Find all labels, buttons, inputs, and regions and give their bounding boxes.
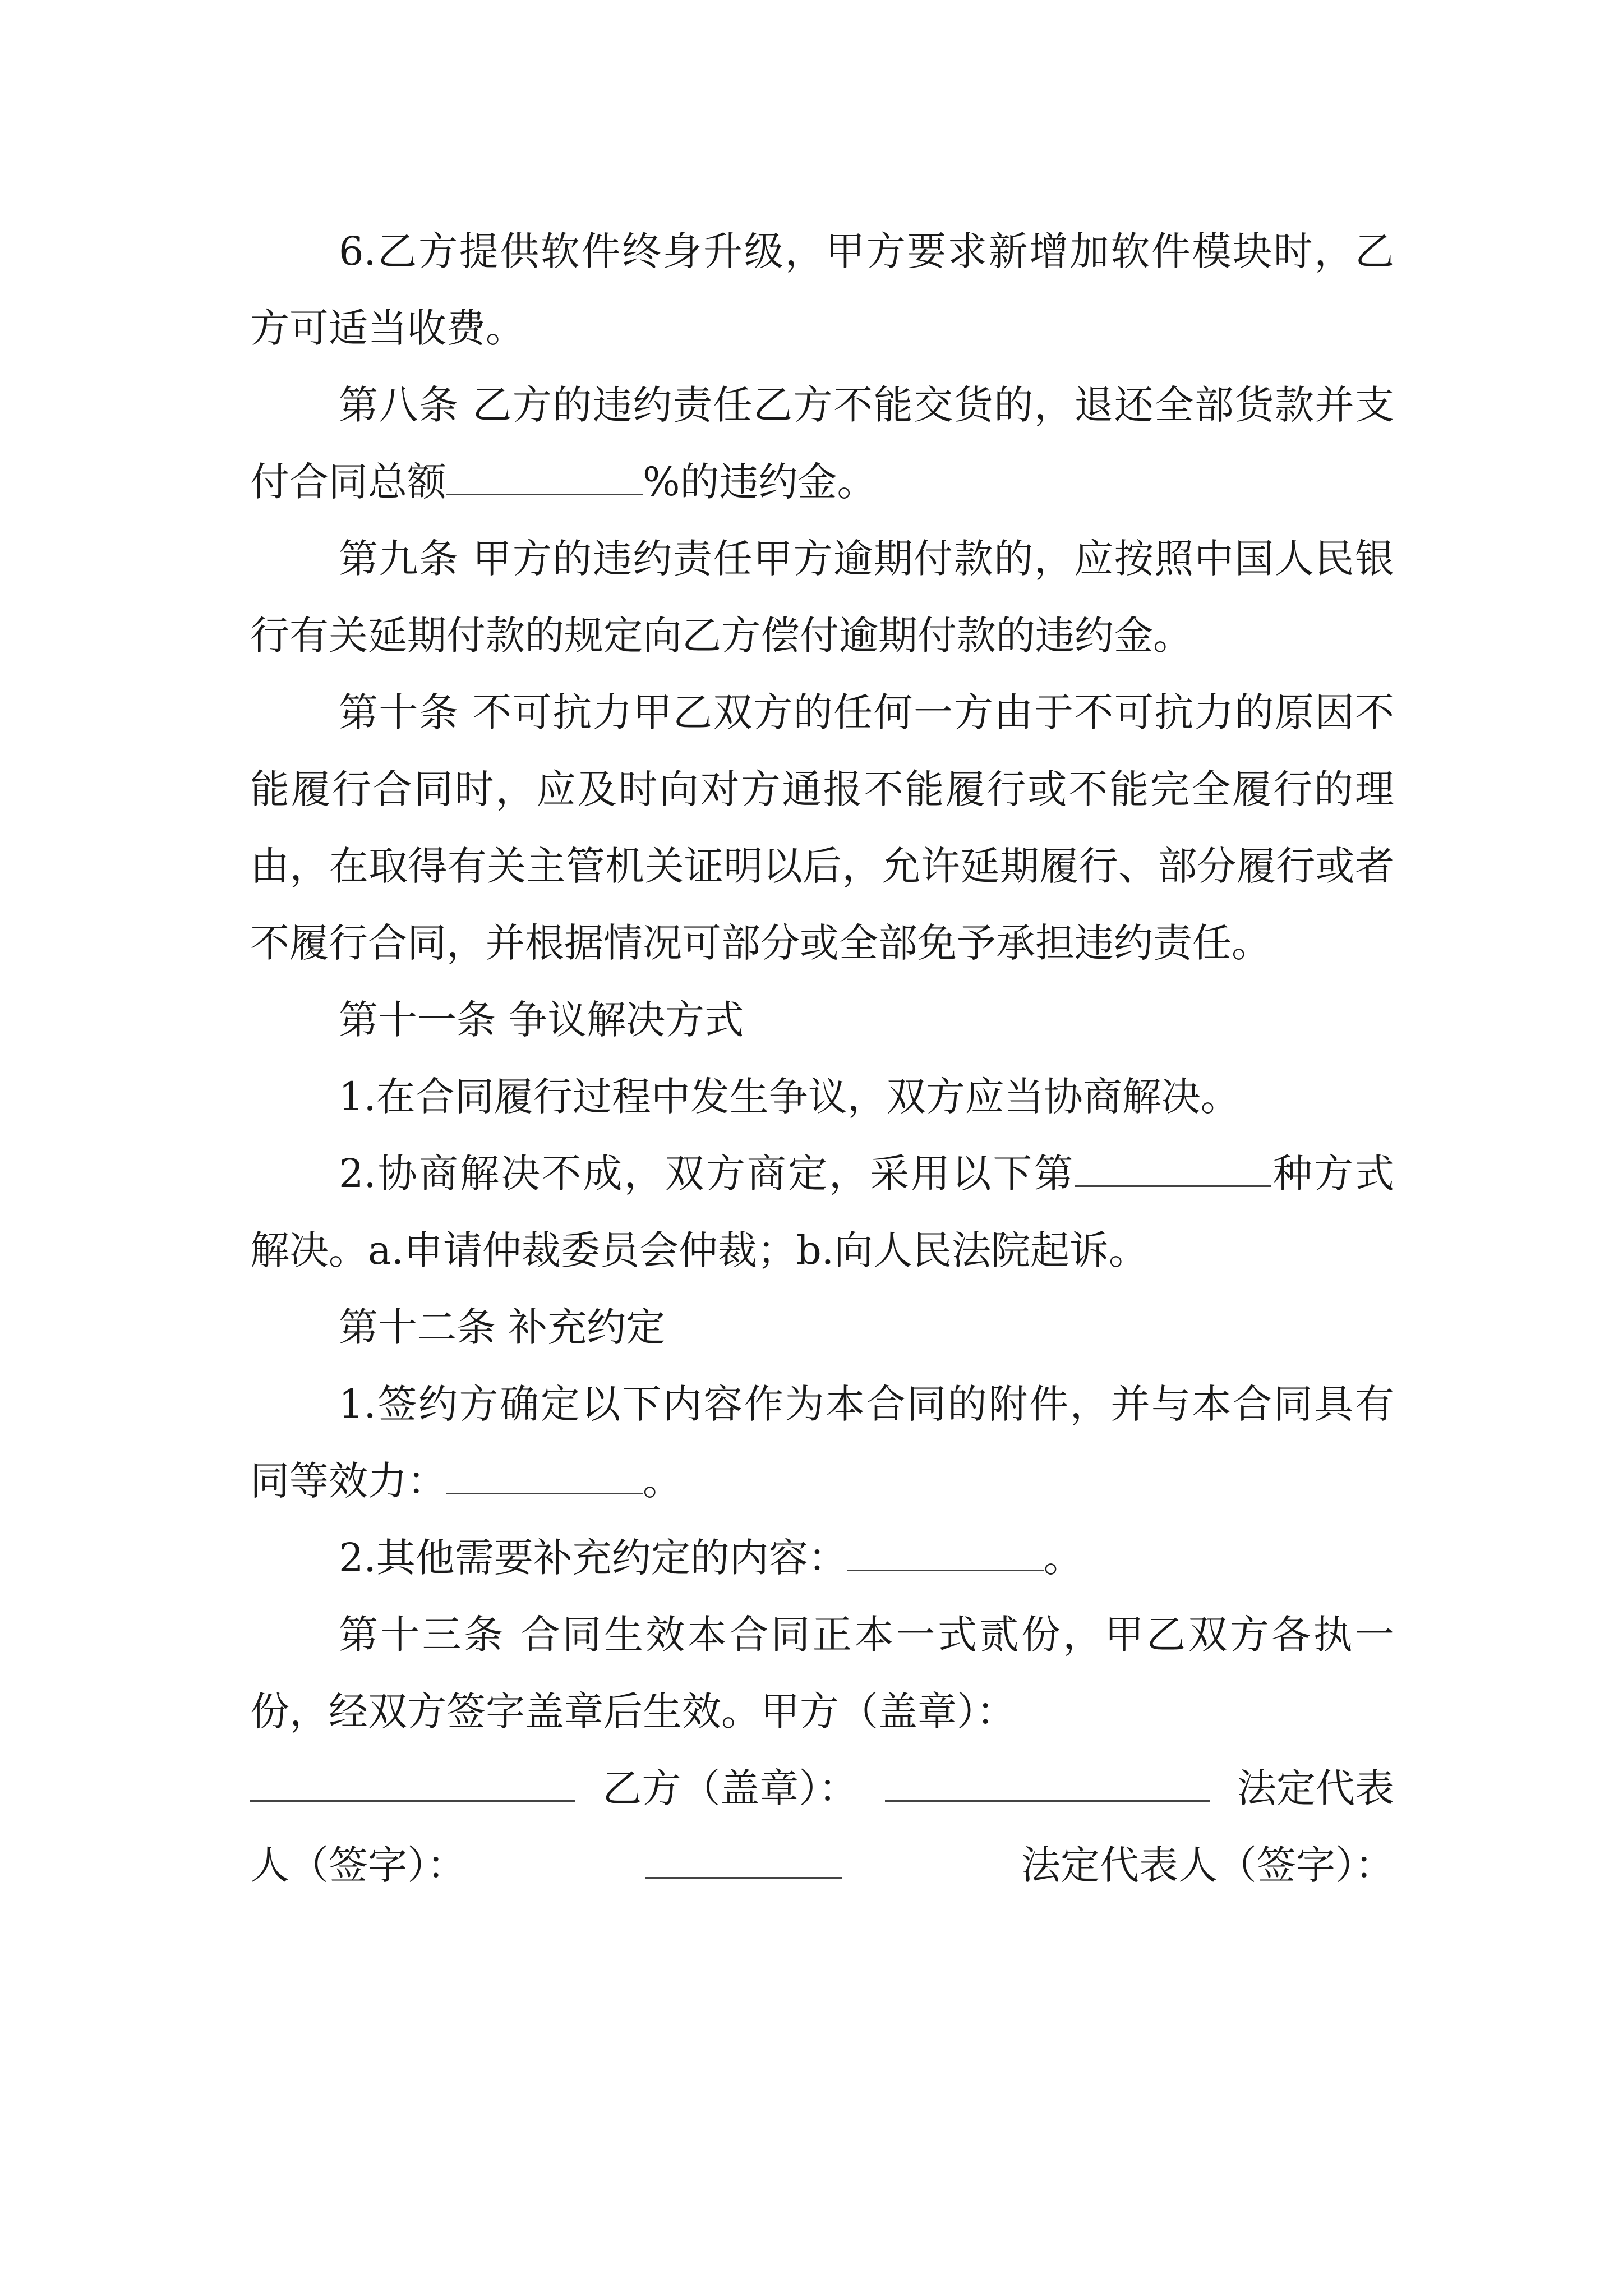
legal-rep-a-label-part1: 法定代表 (1237, 1765, 1394, 1811)
legal-rep-a-signature-blank[interactable] (645, 1842, 842, 1879)
article-12-item-2 (250, 1520, 1394, 1596)
article-10-text: 第十条 不可抗力甲乙双方的任何一方由于不可抗力的原因不能履行合同时，应及时向对方通报不能履行或不能完全履行的理由，在取得有关主管机关证明以后，允许延期履行、部分履行或者不履行合同，并根据情况可部分或全部免予承担违约责任。 (250, 689, 1394, 966)
article-12-item-1-text: 1.签约方确定以下内容作为本合同的附件，并与本合同具有同等效力： (250, 1381, 1394, 1504)
clause-software-upgrade (250, 213, 1394, 367)
article-11-item-2-text-2: 种方式解决。a.申请仲裁委员会仲裁；b.向人民法院起诉。 (250, 1151, 1395, 1273)
clause-software-upgrade-text-2: 乙方可适当收费。 (250, 228, 1394, 351)
party-a-seal-blank[interactable] (250, 1765, 575, 1802)
article-11-title-text: 第十一条 争议解决方式 (339, 997, 744, 1043)
article-12-item-1 (250, 1366, 1394, 1520)
article-12-item-2-text-2: 。 (1043, 1535, 1083, 1581)
article-11-item-1-text: 1.在合同履行过程中发生争议，双方应当协商解决。 (339, 1074, 1240, 1120)
legal-rep-b-label: 法定代表人（签字）： (1021, 1842, 1394, 1888)
article-9-text: 第九条 甲方的违约责任甲方逾期付款的，应按照中国人民银行有关延期付款的规定向乙方偿付逾期付款的违约金。 (250, 536, 1394, 659)
party-a-seal-label: 甲方（盖章）： (760, 1688, 1016, 1734)
article-11-item-2-text: 2.协商解决不成，双方商定，采用以下第 (339, 1151, 1075, 1197)
dispute-method-blank[interactable] (1075, 1151, 1271, 1187)
article-9 (250, 521, 1394, 674)
other-terms-blank[interactable] (847, 1535, 1044, 1571)
attachment-content-blank[interactable] (446, 1458, 643, 1494)
article-8-text: 第八条 乙方的违约责任乙方不能交货的，退还全部货款并支付合同总额 (250, 382, 1394, 505)
article-11-item-2 (250, 1135, 1394, 1289)
article-13-text: 第十三条 合同生效本合同正本一式贰份，甲乙双方各执一份，经双方签字盖章后生效。 (250, 1612, 1394, 1734)
contract-page (250, 213, 1394, 1904)
legal-rep-row (250, 1827, 1394, 1904)
article-10 (250, 674, 1394, 982)
article-12-title-text: 第十二条 补充约定 (339, 1304, 666, 1350)
article-13 (250, 1596, 1394, 1750)
article-12-item-1-text-2: 。 (643, 1458, 682, 1504)
article-11-title (250, 982, 1394, 1059)
article-12-title (250, 1289, 1394, 1366)
legal-rep-a-label-part2: 人（签字）： (250, 1842, 466, 1888)
party-b-seal-blank[interactable] (885, 1765, 1210, 1802)
party-b-seal-label: 乙方（盖章）： (602, 1765, 858, 1811)
seal-signature-row (250, 1750, 1394, 1827)
article-8-text-2: %的违约金。 (643, 459, 877, 505)
article-8 (250, 367, 1394, 521)
clause-software-upgrade-text: 6.乙方提供软件终身升级，甲方要求新增加软件模块时， (339, 228, 1355, 274)
penalty-percent-blank[interactable] (446, 459, 643, 495)
article-12-item-2-text: 2.其他需要补充约定的内容： (339, 1535, 847, 1581)
article-11-item-1 (250, 1059, 1394, 1135)
